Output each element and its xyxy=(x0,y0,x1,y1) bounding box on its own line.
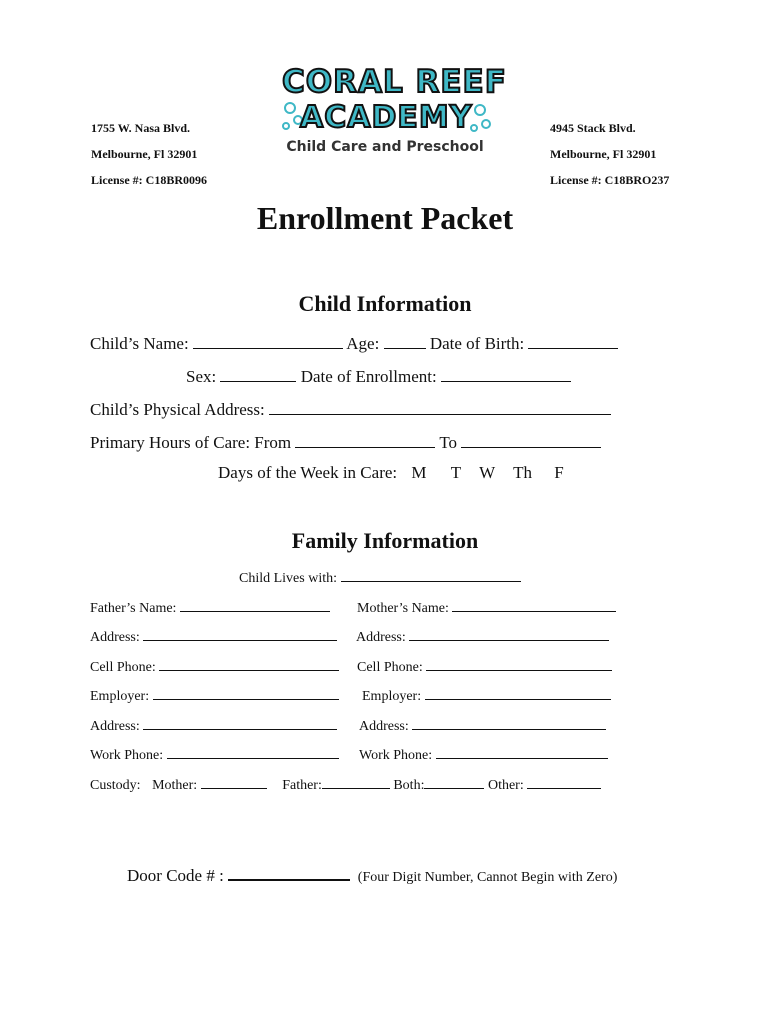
lives-with-label: Child Lives with: xyxy=(239,571,337,586)
fathers-name-label: Father’s Name: xyxy=(90,601,177,616)
dob-label: Date of Birth: xyxy=(429,334,525,353)
door-code-label: Door Code # : xyxy=(127,866,224,885)
custody-both-label: Both: xyxy=(393,778,425,793)
left-address-street: 1755 W. Nasa Blvd. xyxy=(91,121,191,135)
left-address-city: Melbourne, Fl 32901 xyxy=(91,147,198,161)
custody-mother-field[interactable] xyxy=(201,774,267,789)
day-th[interactable]: Th xyxy=(513,463,532,482)
father-work-phone-row xyxy=(90,744,339,764)
mother-employer-row xyxy=(362,685,611,705)
custody-mother-label: Mother: xyxy=(152,778,198,793)
custody-father-field[interactable] xyxy=(322,774,390,789)
mother-employer-field[interactable] xyxy=(425,685,611,700)
father-work-address-field[interactable] xyxy=(143,715,337,730)
custody-label: Custody: xyxy=(90,778,141,793)
custody-both-field[interactable] xyxy=(424,774,484,789)
date-enrollment-field[interactable] xyxy=(441,364,571,382)
day-m[interactable]: M xyxy=(411,463,427,482)
mother-address-label: Address: xyxy=(356,630,406,645)
age-field[interactable] xyxy=(384,331,426,349)
bubble-icon xyxy=(482,120,490,128)
mother-cell-row xyxy=(357,656,612,676)
logo-line1: CORAL REEF xyxy=(282,64,507,100)
childs-name-field[interactable] xyxy=(193,331,343,349)
hours-to-field[interactable] xyxy=(461,430,601,448)
mother-work-address-label: Address: xyxy=(359,719,409,734)
door-code-note: (Four Digit Number, Cannot Begin with Zero) xyxy=(357,870,618,885)
father-cell-label: Cell Phone: xyxy=(90,660,156,675)
father-employer-label: Employer: xyxy=(90,689,150,704)
dob-field[interactable] xyxy=(528,331,618,349)
father-address-field[interactable] xyxy=(143,626,337,641)
mother-work-address-row xyxy=(359,715,606,735)
mother-address-field[interactable] xyxy=(409,626,609,641)
father-work-address-label: Address: xyxy=(90,719,140,734)
child-name-row xyxy=(90,331,618,354)
father-address-label: Address: xyxy=(90,630,140,645)
mothers-name-label: Mother’s Name: xyxy=(357,601,449,616)
father-address-row xyxy=(90,626,337,646)
day-w[interactable]: W xyxy=(479,463,495,482)
day-f[interactable]: F xyxy=(554,463,564,482)
father-work-address-row xyxy=(90,715,337,735)
bubble-icon xyxy=(283,123,289,129)
custody-other-field[interactable] xyxy=(527,774,601,789)
physical-address-label: Child’s Physical Address: xyxy=(90,400,265,419)
mother-work-phone-field[interactable] xyxy=(436,744,608,759)
days-row xyxy=(218,463,564,483)
mother-employer-label: Employer: xyxy=(362,689,422,704)
sex-row xyxy=(186,364,571,387)
fathers-name-row xyxy=(90,597,330,617)
sex-field[interactable] xyxy=(220,364,296,382)
logo-line3: Child Care and Preschool xyxy=(286,139,484,155)
mother-work-phone-row xyxy=(359,744,608,764)
custody-other-label: Other: xyxy=(487,778,524,793)
right-address-license: License #: C18BRO237 xyxy=(550,173,670,187)
age-label: Age: xyxy=(346,334,380,353)
bubble-icon xyxy=(285,103,295,113)
father-employer-field[interactable] xyxy=(153,685,339,700)
hours-row xyxy=(90,430,601,453)
physical-address-field[interactable] xyxy=(269,397,611,415)
father-cell-field[interactable] xyxy=(159,656,339,671)
logo-line2: ACADEMY xyxy=(300,100,473,135)
mother-address-row xyxy=(356,626,609,646)
mother-work-phone-label: Work Phone: xyxy=(359,748,433,763)
father-work-phone-field[interactable] xyxy=(167,744,339,759)
father-work-phone-label: Work Phone: xyxy=(90,748,164,763)
mother-cell-label: Cell Phone: xyxy=(357,660,423,675)
sex-label: Sex: xyxy=(186,367,217,386)
physical-address-row xyxy=(90,397,611,420)
lives-with-row xyxy=(239,567,521,587)
father-employer-row xyxy=(90,685,339,705)
date-enrollment-label: Date of Enrollment: xyxy=(300,367,437,386)
fathers-name-field[interactable] xyxy=(180,597,330,612)
family-info-heading: Family Information xyxy=(291,528,479,553)
father-cell-row xyxy=(90,656,339,676)
page-title: Enrollment Packet xyxy=(256,200,514,236)
logo xyxy=(272,62,507,162)
left-address-license: License #: C18BR0096 xyxy=(91,173,207,187)
day-t[interactable]: T xyxy=(450,463,461,482)
custody-row xyxy=(90,774,601,794)
days-label: Days of the Week in Care: xyxy=(218,463,398,482)
mothers-name-field[interactable] xyxy=(452,597,616,612)
mother-work-address-field[interactable] xyxy=(412,715,606,730)
hours-from-label: Primary Hours of Care: From xyxy=(90,433,292,452)
right-address-street: 4945 Stack Blvd. xyxy=(550,121,636,135)
door-code-field[interactable] xyxy=(228,863,350,881)
custody-father-label: Father: xyxy=(282,778,322,793)
childs-name-label: Child’s Name: xyxy=(90,334,189,353)
child-info-heading: Child Information xyxy=(298,291,472,316)
door-code-row xyxy=(127,863,617,886)
mothers-name-row xyxy=(357,597,616,617)
lives-with-field[interactable] xyxy=(341,567,521,582)
mother-cell-field[interactable] xyxy=(426,656,612,671)
right-address-city: Melbourne, Fl 32901 xyxy=(550,147,657,161)
hours-to-label: To xyxy=(439,433,458,452)
bubble-icon xyxy=(475,105,485,115)
hours-from-field[interactable] xyxy=(295,430,435,448)
